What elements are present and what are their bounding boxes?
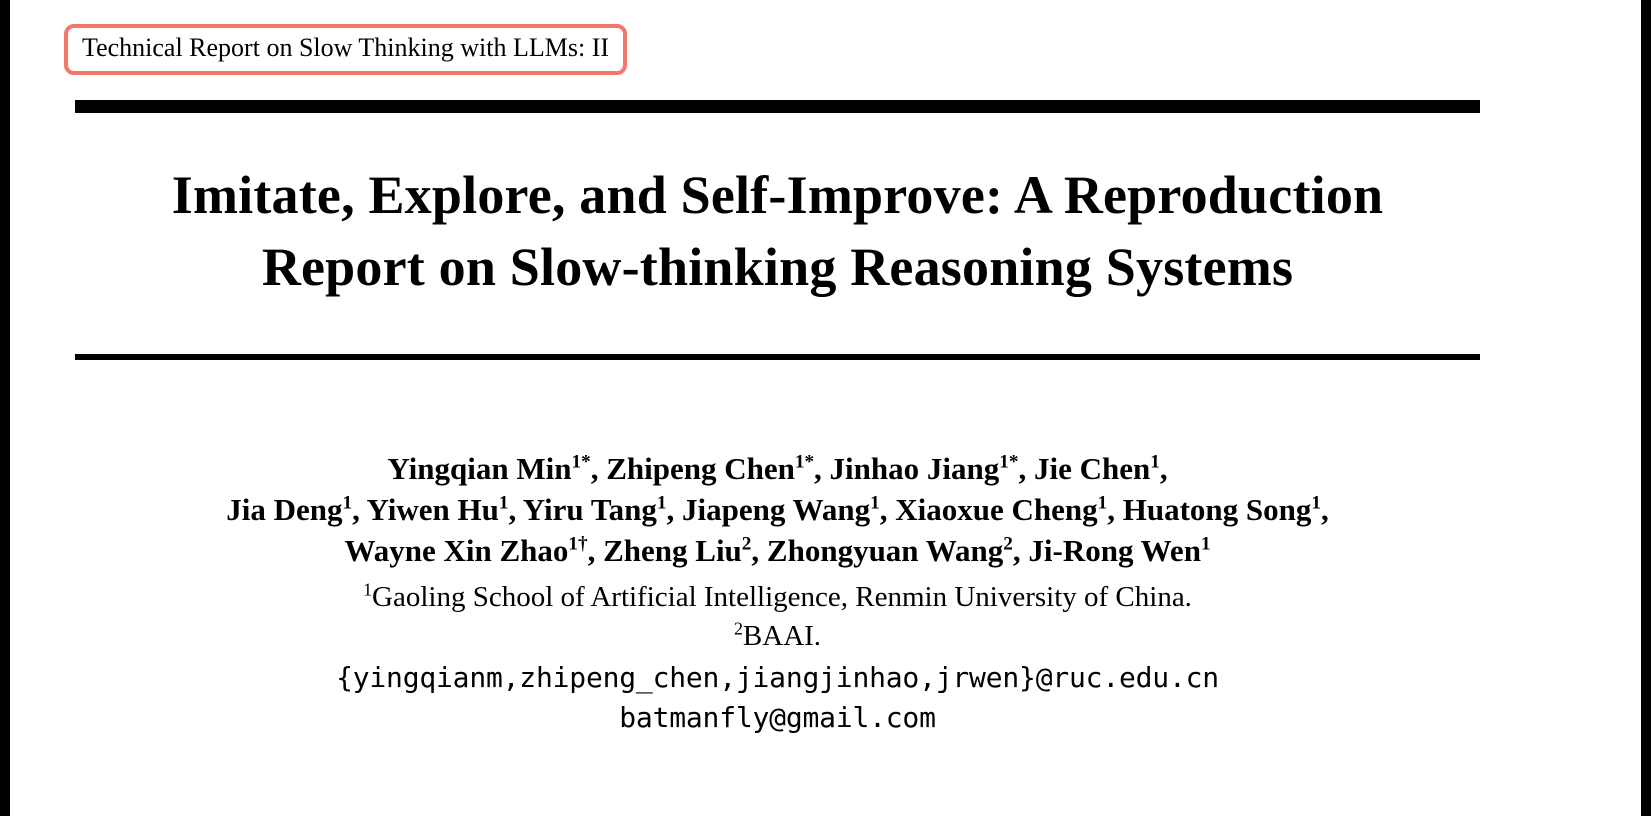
email-line: batmanfly@gmail.com (619, 700, 936, 734)
affiliation-text: BAAI. (742, 619, 822, 652)
email-line: {yingqianm,zhipeng_chen,jiangjinhao,jrwen}@ruc.edu.cn (336, 661, 1219, 694)
author-marks: 2 (741, 534, 752, 556)
author-name: Yiwen Hu (366, 492, 499, 528)
affiliation-list (75, 578, 1480, 655)
author-marks: 1 (1097, 492, 1108, 514)
contact-emails (75, 658, 1480, 738)
author-name: Jinhao Jiang (829, 451, 1000, 486)
author-name: Ji-Rong Wen (1028, 533, 1201, 569)
author-marks: 1 (1311, 492, 1321, 514)
author-name: Jia Deng (226, 492, 343, 528)
author-marks: 1* (999, 451, 1019, 473)
author-marks: 1† (568, 534, 588, 556)
author-marks: 1 (342, 492, 353, 514)
author-marks: 1 (1200, 534, 1211, 556)
author-name: Zhipeng Chen (606, 451, 795, 486)
author-name: Jie Chen (1033, 451, 1151, 486)
affiliation-item (75, 617, 1480, 656)
series-banner-highlight: Technical Report on Slow Thinking with LLMs: II (64, 24, 627, 75)
affiliation-mark: 1 (363, 579, 373, 600)
author-marks: 1* (571, 451, 591, 473)
title-line-1: Imitate, Explore, and Self-Improve: A Reproduction (171, 165, 1384, 225)
page-left-edge-bar (0, 0, 10, 816)
page-right-edge-bar (1641, 0, 1651, 816)
author-line-2: Jia Deng$^1$, Yiwen Hu$^1$, Yiru Tang$^1$, Jiapeng Wang$^1$, Xiaoxue Cheng$^1$, Huatong Song$^1$, (226, 492, 1329, 528)
affiliation-text: Gaoling School of Artificial Intelligence, Renmin University of China. (372, 581, 1192, 613)
author-name: Xiaoxue Cheng (895, 492, 1098, 528)
author-name: Jiapeng Wang (682, 492, 871, 528)
author-marks: 1 (1150, 451, 1160, 473)
author-line-1: Yingqian Min$^{1*}$, Zhipeng Chen$^{1*}$, Jinhao Jiang$^{1*}$, Jie Chen$^1$, (387, 451, 1168, 486)
page-title (75, 160, 1480, 304)
author-marks: 1 (656, 492, 667, 514)
author-name: Zheng Liu (603, 533, 742, 569)
author-marks: 1 (870, 492, 880, 514)
header-thick-rule (75, 100, 1480, 113)
author-name: Huatong Song (1122, 492, 1312, 528)
author-name: Wayne Xin Zhao (344, 533, 569, 569)
author-name: Yingqian Min (387, 451, 572, 486)
author-marks: 1 (498, 492, 509, 514)
author-name: Yiru Tang (522, 492, 657, 528)
title-thin-rule (75, 354, 1480, 360)
affiliation-item (75, 578, 1480, 617)
author-line-3: Wayne Xin Zhao$^{1\dagger}$, Zheng Liu$^2$, Zhongyuan Wang$^2$, Ji-Rong Wen$^1$ (344, 533, 1211, 569)
affiliation-mark: 2 (733, 617, 743, 638)
author-marks: 1* (794, 451, 815, 473)
author-marks: 2 (1003, 534, 1013, 556)
title-line-2: Report on Slow-thinking Reasoning Systems (261, 236, 1294, 297)
author-name: Zhongyuan Wang (766, 533, 1004, 569)
author-list (75, 448, 1480, 572)
